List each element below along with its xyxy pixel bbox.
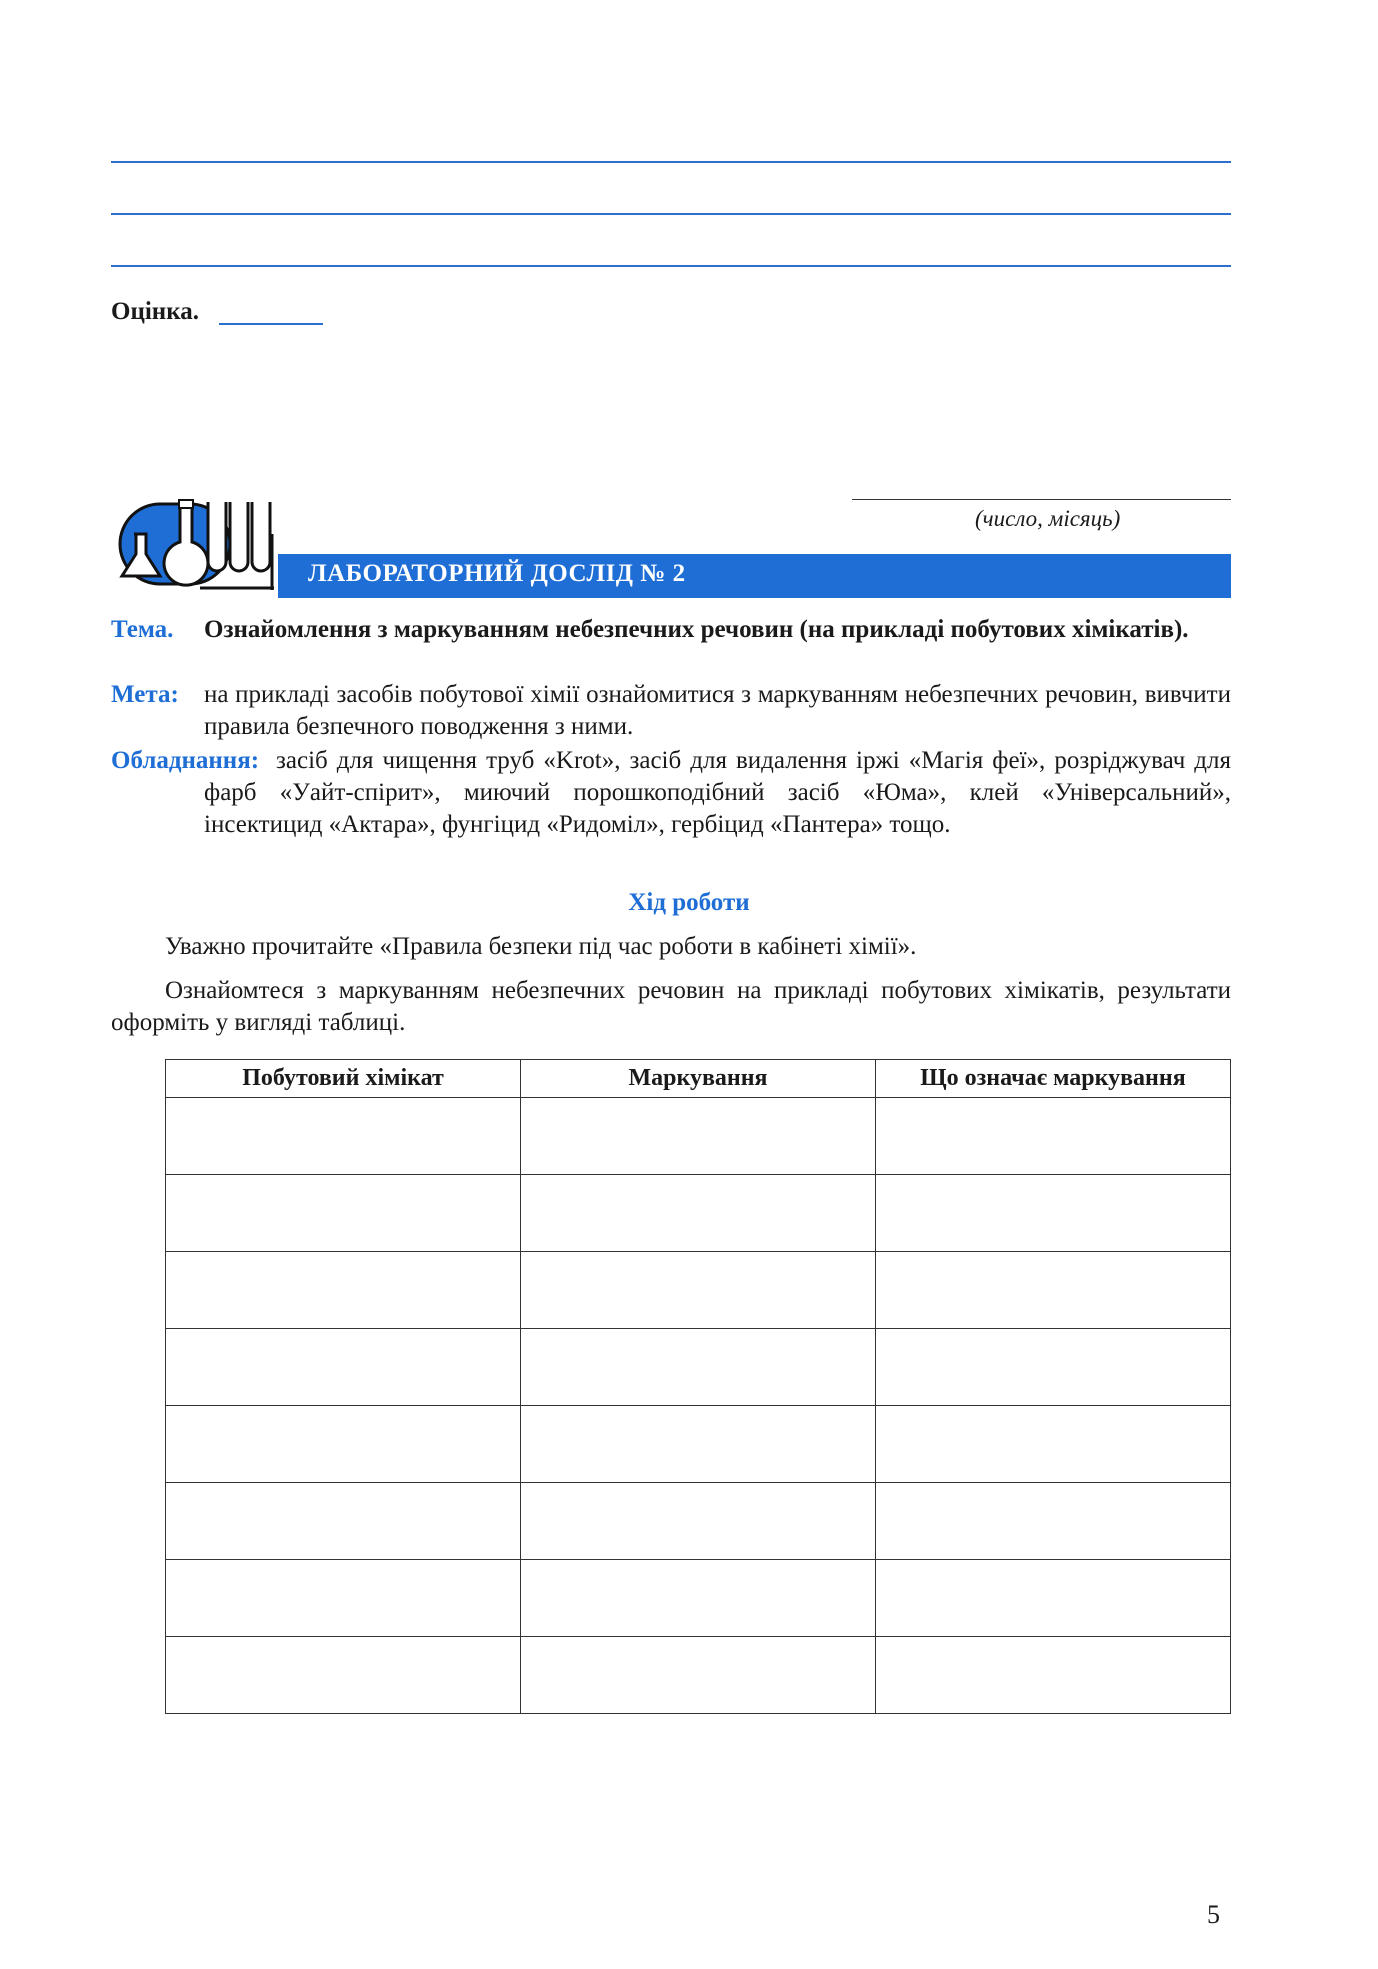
date-caption: (число, місяць) — [975, 506, 1121, 531]
table-header-row — [166, 1060, 1231, 1098]
equipment-key: Обладнання: — [111, 747, 260, 774]
table-cell[interactable] — [876, 1637, 1231, 1714]
table-cell[interactable] — [521, 1406, 876, 1483]
topic-field — [111, 614, 1231, 646]
table-row — [166, 1098, 1231, 1175]
table-row — [166, 1329, 1231, 1406]
table-cell[interactable] — [166, 1252, 521, 1329]
procedure-heading: Хід роботи — [628, 889, 750, 916]
goal-text: на прикладі засобів побутової хімії ознайомитися з маркуванням небезпечних речовин, вивчити правила безпечного поводження з ними. — [204, 681, 1231, 740]
table-row — [166, 1252, 1231, 1329]
table-cell[interactable] — [521, 1483, 876, 1560]
date-blank[interactable] — [852, 499, 1231, 500]
topic-key: Тема. — [111, 616, 174, 643]
header-household-chemical: Побутовий хімікат — [166, 1060, 521, 1098]
table-cell[interactable] — [876, 1252, 1231, 1329]
table-cell[interactable] — [521, 1637, 876, 1714]
table-cell[interactable] — [521, 1560, 876, 1637]
page-number: 5 — [1207, 1900, 1220, 1929]
table-row — [166, 1637, 1231, 1714]
grade-blank[interactable] — [219, 323, 323, 325]
table-cell[interactable] — [166, 1329, 521, 1406]
table-row — [166, 1406, 1231, 1483]
table-cell[interactable] — [521, 1098, 876, 1175]
table-cell[interactable] — [166, 1098, 521, 1175]
goal-key: Мета: — [111, 681, 179, 708]
header-marking: Маркування — [521, 1060, 876, 1098]
grade-label: Оцінка. — [111, 298, 199, 325]
results-table — [165, 1059, 1231, 1714]
table-cell[interactable] — [521, 1252, 876, 1329]
table-row — [166, 1175, 1231, 1252]
answer-line-2[interactable] — [111, 213, 1231, 215]
equipment-field — [111, 745, 1231, 841]
table-cell[interactable] — [876, 1483, 1231, 1560]
table-cell[interactable] — [876, 1406, 1231, 1483]
equipment-list: засіб для чищення труб «Krot», засіб для видалення іржі «Магія феї», розріджувач для фарб «Уайт-спірит», миючий порошкоподібний засіб «Юма», клей «Універсальний», інсектицид «Актара», фунгіцид «Ридоміл», гербіцид «Пантера» тощо. — [204, 747, 1231, 838]
equipment-text — [111, 745, 1231, 841]
table-cell[interactable] — [166, 1483, 521, 1560]
table-cell[interactable] — [166, 1175, 521, 1252]
table-cell[interactable] — [876, 1560, 1231, 1637]
table-cell[interactable] — [166, 1560, 521, 1637]
table-row — [166, 1560, 1231, 1637]
laboratory-glassware-icon — [116, 494, 276, 594]
answer-line-3[interactable] — [111, 265, 1231, 267]
table-cell[interactable] — [876, 1329, 1231, 1406]
lab-title-bar — [278, 554, 1231, 598]
procedure-paragraph-2: Ознайомтеся з маркуванням небезпечних речовин на прикладі побутових хімікатів, результати оформіть у вигляді таблиці. — [111, 977, 1231, 1036]
table-row — [166, 1483, 1231, 1560]
lab-title: ЛАБОРАТОРНИЙ ДОСЛІД № 2 — [308, 560, 686, 587]
table-cell[interactable] — [521, 1175, 876, 1252]
table-cell[interactable] — [876, 1098, 1231, 1175]
table-cell[interactable] — [166, 1406, 521, 1483]
procedure-paragraph-1: Уважно прочитайте «Правила безпеки під час роботи в кабінеті хімії». — [165, 933, 917, 960]
table-cell[interactable] — [166, 1637, 521, 1714]
topic-text: Ознайомлення з маркуванням небезпечних речовин (на прикладі побутових хімікатів). — [204, 616, 1189, 643]
goal-field — [111, 679, 1231, 743]
table-cell[interactable] — [876, 1175, 1231, 1252]
answer-line-1[interactable] — [111, 161, 1231, 163]
header-marking-meaning: Що означає маркування — [876, 1060, 1231, 1098]
table-cell[interactable] — [521, 1329, 876, 1406]
